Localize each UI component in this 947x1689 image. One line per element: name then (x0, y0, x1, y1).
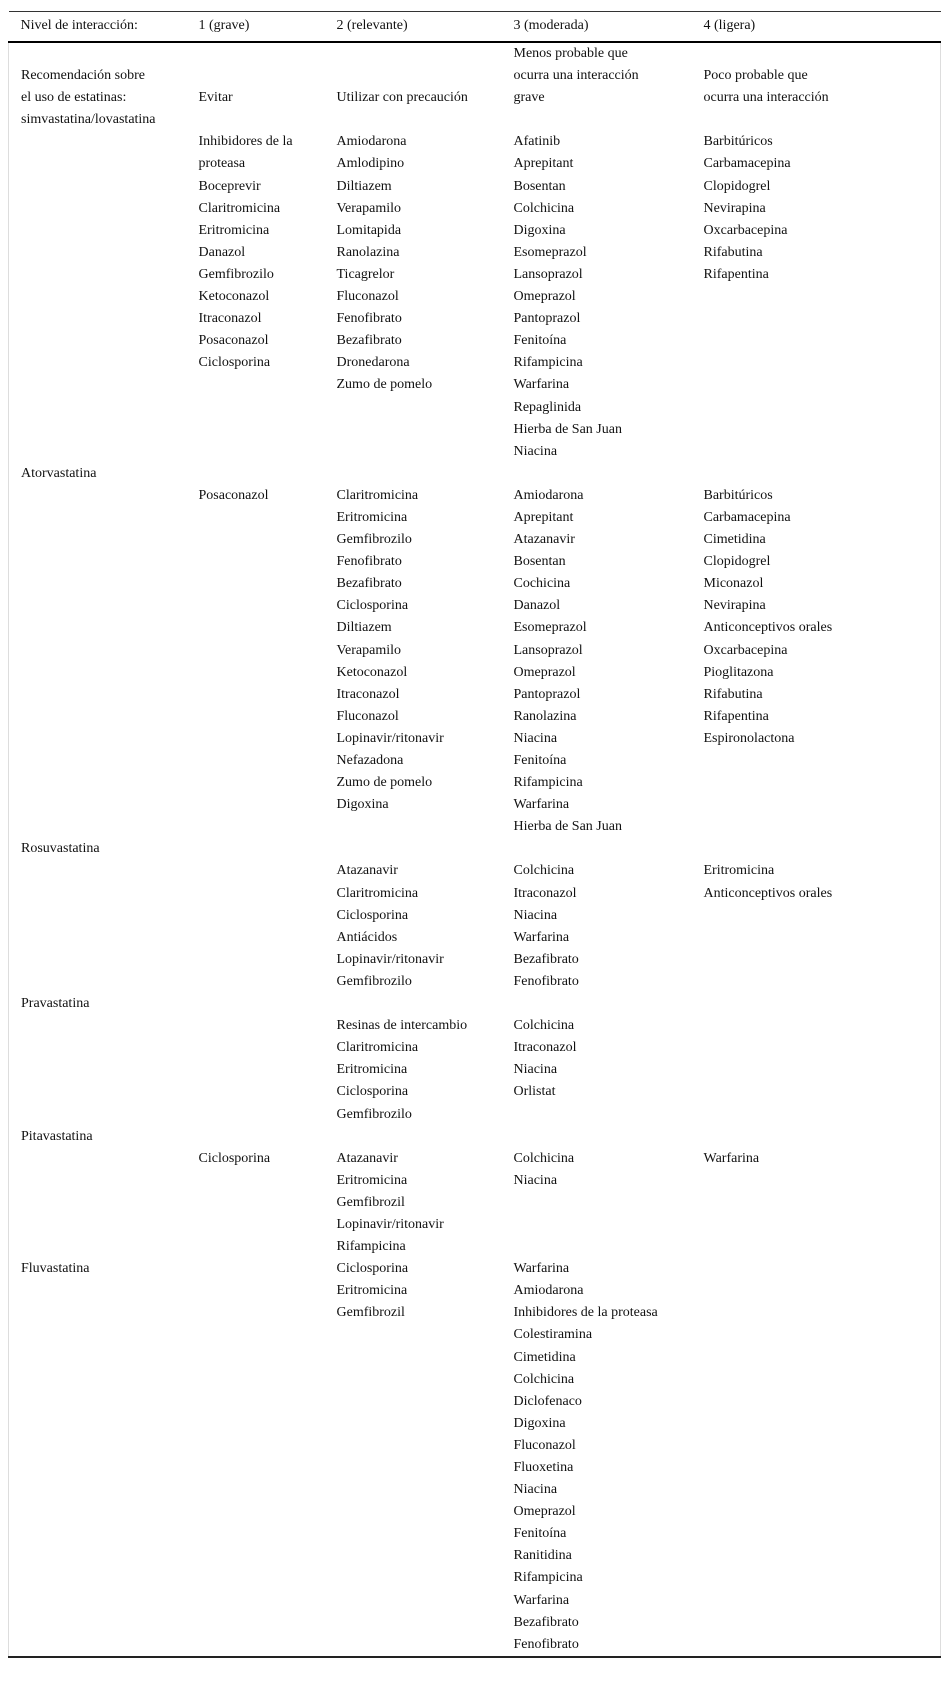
level-1-drugs (191, 131, 329, 462)
drug-item: Bezafibrato (513, 1614, 579, 1630)
drug-item: Lopinavir/ritonavir (336, 951, 444, 967)
level-2-drugs (329, 860, 506, 993)
drug-item: Barbitúricos (703, 134, 773, 150)
drug-item: Omeprazol (513, 289, 576, 305)
drug-row-pitavastatina (9, 1148, 941, 1258)
drug-item: Niacina (513, 1062, 558, 1078)
level-4-drugs (696, 860, 941, 993)
drug-item: Itraconazol (198, 311, 262, 327)
drug-item: Itraconazol (336, 686, 400, 702)
drug-item: Lansoprazol (513, 266, 583, 282)
level-2-drugs (329, 1015, 506, 1125)
drug-row (9, 131, 941, 462)
drug-item: Esomeprazol (513, 244, 587, 260)
drug-item: Fluoxetina (513, 1460, 574, 1475)
drug-item: Gemfibrozilo (336, 1106, 412, 1122)
recommendation-text: Evitar (198, 90, 233, 106)
empty-cell (191, 1126, 329, 1148)
level-4-drugs (696, 1015, 941, 1125)
recommendation-text: Menos probable que (513, 46, 628, 61)
drug-item: Lopinavir/ritonavir (336, 1216, 444, 1232)
drug-item: Rifapentina (703, 708, 769, 724)
drug-item: Niacina (513, 1482, 558, 1498)
drug-item: Fluconazol (513, 1437, 576, 1453)
drug-item: Colchicina (513, 200, 575, 216)
drug-row-rosuvastatina (9, 860, 941, 993)
drug-item: Claritromicina (336, 1040, 419, 1056)
drug-item: Bezafibrato (336, 576, 402, 592)
recommendation-row (9, 42, 941, 131)
level-1-drugs (191, 1015, 329, 1125)
drug-item: Bezafibrato (513, 951, 579, 967)
drug-item: Fenofibrato (513, 1636, 579, 1652)
drug-item: Fenofibrato (336, 311, 402, 327)
drug-item: Cimetidina (703, 532, 766, 548)
statin-row (9, 1126, 941, 1148)
drug-item: Niacina (513, 907, 558, 923)
drug-item: Resinas de intercambio (336, 1018, 468, 1034)
empty-cell (506, 1126, 696, 1148)
label-line: simvastatina/lovastatina (21, 112, 156, 128)
drug-item: Itraconazol (513, 1040, 577, 1056)
header-level-3: 3 (moderada) (513, 18, 589, 34)
drug-item: Amlodipino (336, 156, 405, 172)
level-2-drugs (329, 131, 506, 462)
drug-item: Claritromicina (198, 200, 281, 216)
drug-item: Colchicina (513, 1150, 575, 1166)
drug-item: Ciclosporina (336, 907, 409, 923)
label-line: el uso de estatinas: (21, 90, 127, 106)
drug-item: Warfarina (513, 797, 570, 813)
empty-cell (191, 838, 329, 860)
statin-interaction-table (8, 11, 941, 1658)
drug-item: Ranitidina (513, 1548, 572, 1564)
drug-item: Lansoprazol (513, 642, 583, 658)
drug-item: Ranolazina (513, 708, 577, 724)
drug-item: Dronedarona (336, 355, 410, 371)
drug-item: Carbamacepina (703, 509, 791, 525)
drug-item: Eritromicina (336, 509, 408, 525)
drug-item: Ciclosporina (336, 1084, 409, 1100)
label-line: Recomendación sobre (21, 68, 146, 84)
drug-item: Zumo de pomelo (336, 775, 433, 791)
level-1-drugs (191, 1148, 329, 1258)
level-4-drugs (696, 1148, 941, 1258)
empty-cell (506, 463, 696, 485)
empty-cell (9, 860, 191, 993)
empty-cell (696, 993, 941, 1015)
drug-item: Danazol (513, 598, 561, 614)
statin-name: Pravastatina (21, 996, 90, 1012)
level-3-drugs (506, 131, 696, 462)
recommendation-text: grave (513, 90, 545, 106)
level-3-drugs (506, 1148, 696, 1258)
drug-item: Amiodarona (513, 1283, 584, 1299)
drug-item: Fluconazol (336, 708, 399, 724)
drug-item: Itraconazol (513, 885, 577, 901)
drug-item: Ranolazina (336, 244, 400, 260)
table-header-row (9, 12, 941, 43)
level-2-drugs (329, 485, 506, 839)
drug-item: Gemfibrozil (336, 1305, 405, 1321)
drug-item: Colchicina (513, 1371, 575, 1387)
empty-cell (191, 993, 329, 1015)
header-level-2: 2 (relevante) (336, 18, 408, 34)
statin-name: Atorvastatina (21, 465, 97, 481)
drug-item: Eritromicina (198, 222, 270, 238)
level-3-drugs (506, 485, 696, 839)
empty-cell (9, 1015, 191, 1125)
drug-item: Aprepitant (513, 509, 574, 525)
drug-item: Espironolactona (703, 730, 795, 746)
drug-item: Digoxina (513, 1415, 566, 1431)
level-4-drugs (696, 131, 941, 462)
drug-item: Fluconazol (336, 289, 399, 305)
drug-item: Colestiramina (513, 1327, 593, 1343)
header-level-1: 1 (grave) (198, 18, 250, 34)
recommendation-label (9, 42, 191, 131)
drug-row-pravastatina (9, 1015, 941, 1125)
header-interaction-level: Nivel de interacción: (20, 18, 138, 34)
drug-item: Miconazol (703, 576, 764, 592)
drug-item: Colchicina (513, 1018, 575, 1034)
drug-item: Rifampicina (513, 355, 583, 371)
drug-item: Diltiazem (336, 620, 392, 636)
drug-item: Repaglinida (513, 399, 582, 415)
drug-item: Bosentan (513, 178, 566, 194)
recommendation-text: ocurra una interacción (703, 90, 829, 106)
statin-row (9, 463, 941, 485)
drug-item: Aprepitant (513, 156, 574, 172)
drug-item: Fenofibrato (336, 554, 402, 570)
level-1-drugs (191, 1258, 329, 1657)
empty-cell (506, 993, 696, 1015)
statin-row (9, 993, 941, 1015)
drug-item: Rifabutina (703, 244, 763, 260)
drug-item: Amiodarona (336, 134, 407, 150)
drug-item: Clopidogrel (703, 554, 771, 570)
drug-item: Omeprazol (513, 1504, 576, 1520)
empty-cell (506, 838, 696, 860)
drug-item: Hierba de San Juan (513, 421, 622, 437)
drug-item: Lopinavir/ritonavir (336, 730, 444, 746)
drug-item: Bosentan (513, 554, 566, 570)
level-3-drugs (506, 1015, 696, 1125)
drug-item: Digoxina (336, 797, 389, 813)
drug-item: Claritromicina (336, 885, 419, 901)
empty-cell (696, 1126, 941, 1148)
drug-item: Warfarina (513, 1592, 570, 1608)
empty-cell (9, 485, 191, 839)
drug-item: Fenitoína (513, 753, 567, 768)
drug-item: Rifabutina (703, 686, 763, 702)
drug-item: Anticonceptivos orales (703, 620, 833, 636)
drug-item: Atazanavir (336, 1150, 398, 1166)
drug-item: Warfarina (703, 1150, 760, 1166)
drug-item: Pioglitazona (703, 664, 774, 680)
drug-item: Digoxina (513, 222, 566, 238)
drug-item: Colchicina (513, 863, 575, 879)
drug-item: Afatinib (513, 134, 561, 150)
drug-item: Atazanavir (513, 532, 575, 548)
drug-item: Zumo de pomelo (336, 377, 433, 393)
recommendation-level-3 (506, 42, 696, 131)
drug-item: Diclofenaco (513, 1393, 582, 1409)
drug-item: Claritromicina (336, 487, 419, 503)
drug-item: Rifampicina (513, 775, 583, 791)
recommendation-level-4 (696, 42, 941, 131)
drug-item: Bezafibrato (336, 333, 402, 349)
drug-item: Warfarina (513, 377, 570, 393)
table-body (9, 42, 941, 1657)
drug-item: Gemfibrozilo (336, 532, 412, 548)
drug-item: Ketoconazol (198, 289, 270, 305)
drug-item: Gemfibrozilo (336, 973, 412, 989)
drug-item: Boceprevir (198, 178, 261, 194)
drug-item: Ciclosporina (198, 355, 271, 371)
drug-item: Eritromicina (336, 1283, 408, 1299)
drug-item: Fenitoína (513, 1526, 567, 1542)
drug-item: Atazanavir (336, 863, 398, 879)
drug-item: Oxcarbacepina (703, 642, 788, 658)
drug-item: Barbitúricos (703, 487, 773, 503)
drug-item: Eritromicina (336, 1062, 408, 1078)
level-2-drugs (329, 1148, 506, 1258)
level-4-drugs (696, 1258, 941, 1657)
drug-item: Rifampicina (513, 1570, 583, 1586)
drug-item: Omeprazol (513, 664, 576, 680)
drug-item: Eritromicina (336, 1172, 408, 1188)
empty-cell (329, 1126, 506, 1148)
empty-cell (329, 463, 506, 485)
drug-item: Hierba de San Juan (513, 819, 622, 835)
empty-cell (9, 131, 191, 462)
drug-item: Cimetidina (513, 1349, 576, 1365)
recommendation-text: Utilizar con precaución (336, 90, 468, 106)
level-1-drugs (191, 485, 329, 839)
empty-cell (329, 993, 506, 1015)
drug-item: Ciclosporina (336, 598, 409, 614)
header-level-4: 4 (ligera) (703, 18, 756, 34)
drug-item: Warfarina (513, 929, 570, 945)
drug-item: Niacina (513, 1172, 558, 1188)
drug-item: Nefazadona (336, 753, 404, 768)
drug-item: Pantoprazol (513, 311, 581, 327)
drug-item: Inhibidores de la proteasa (513, 1305, 658, 1321)
level-3-drugs (506, 1258, 696, 1657)
drug-item: Nevirapina (703, 598, 766, 614)
drug-item: Ketoconazol (336, 664, 408, 680)
level-4-drugs (696, 485, 941, 839)
drug-item: Posaconazol (198, 333, 269, 349)
recommendation-level-2 (329, 42, 506, 131)
drug-item: Gemfibrozil (336, 1194, 405, 1210)
empty-cell (329, 838, 506, 860)
statin-name: Fluvastatina (21, 1261, 90, 1277)
statin-row (9, 838, 941, 860)
drug-row-fluvastatina (9, 1258, 941, 1657)
drug-item: Verapamilo (336, 200, 402, 216)
drug-row-atorvastatina (9, 485, 941, 839)
recommendation-text: Poco probable que (703, 68, 808, 84)
drug-item: Eritromicina (703, 863, 775, 879)
drug-item: Niacina (513, 443, 558, 459)
drug-item: Lomitapida (336, 222, 402, 238)
drug-item: Rifampicina (336, 1239, 406, 1255)
drug-item: Oxcarbacepina (703, 222, 788, 238)
drug-item: Nevirapina (703, 200, 766, 216)
drug-item: Amiodarona (513, 487, 584, 503)
drug-item: Antiácidos (336, 929, 398, 945)
empty-cell (696, 463, 941, 485)
drug-item: Niacina (513, 730, 558, 746)
drug-item: Rifapentina (703, 266, 769, 282)
recommendation-text: ocurra una interacción (513, 68, 639, 84)
drug-item: Danazol (198, 244, 246, 260)
drug-item: Esomeprazol (513, 620, 587, 636)
recommendation-level-1 (191, 42, 329, 131)
statin-name: Pitavastatina (21, 1128, 93, 1144)
level-2-drugs (329, 1258, 506, 1657)
drug-item: Carbamacepina (703, 156, 791, 172)
drug-item: Posaconazol (198, 487, 269, 503)
drug-item: Ciclosporina (198, 1150, 271, 1166)
drug-item: Gemfibrozilo (198, 266, 274, 282)
drug-item: Fenofibrato (513, 973, 579, 989)
empty-cell (9, 1148, 191, 1258)
empty-cell (696, 838, 941, 860)
drug-item: Anticonceptivos orales (703, 885, 833, 901)
empty-cell (191, 463, 329, 485)
drug-item: Diltiazem (336, 178, 392, 194)
drug-item: Inhibidores de la proteasa (198, 134, 293, 172)
drug-item: Fenitoína (513, 333, 567, 349)
drug-item: Ciclosporina (336, 1261, 409, 1277)
level-1-drugs (191, 860, 329, 993)
drug-item: Verapamilo (336, 642, 402, 658)
drug-item: Cochicina (513, 576, 571, 592)
drug-item: Pantoprazol (513, 686, 581, 702)
statin-name: Rosuvastatina (21, 841, 100, 857)
drug-item: Orlistat (513, 1084, 556, 1100)
drug-item: Clopidogrel (703, 178, 771, 194)
level-3-drugs (506, 860, 696, 993)
drug-item: Warfarina (513, 1261, 570, 1277)
drug-item: Ticagrelor (336, 266, 395, 282)
